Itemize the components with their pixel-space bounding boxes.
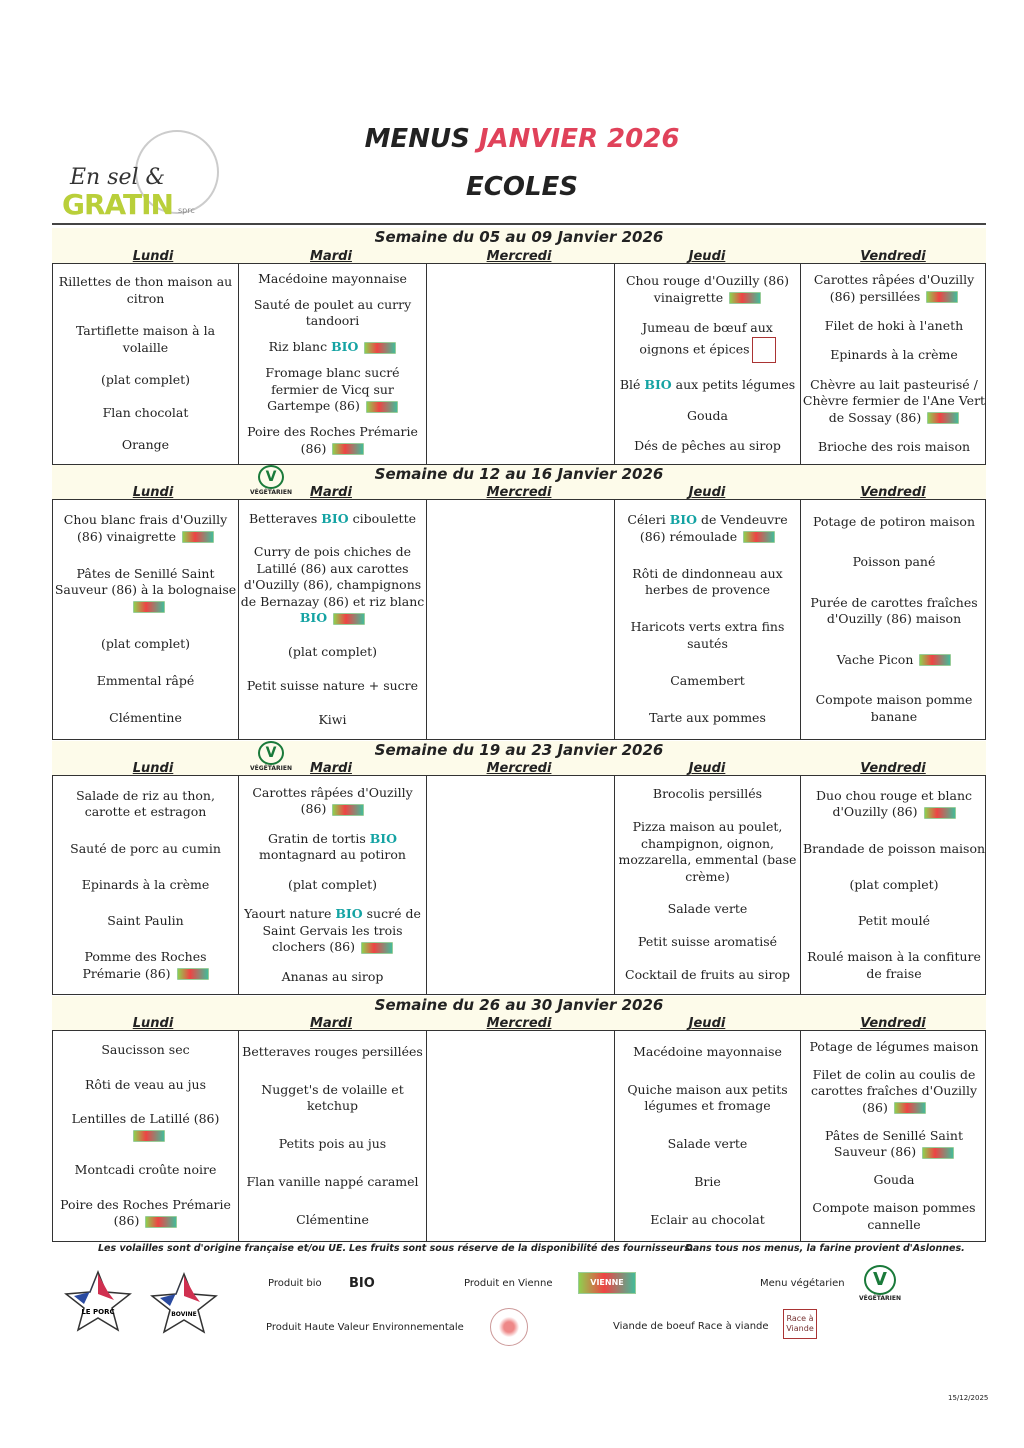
menu-table [52, 775, 986, 995]
menu-cell-mercredi [427, 264, 615, 464]
day-header-mercredi: Mercredi [486, 1016, 552, 1031]
menu-item: Brioche des rois maison [817, 439, 971, 455]
vienne-icon [729, 292, 761, 304]
vegetarian-icon: V VÉGÉTARIEN [248, 741, 294, 772]
menu-cell-vendredi [801, 500, 987, 739]
svg-text:LE PORC: LE PORC [81, 1308, 115, 1316]
porc-francais-logo [64, 1270, 132, 1332]
menu-item: Haricots verts extra fins sautés [630, 619, 785, 651]
vienne-icon [894, 1102, 926, 1114]
menu-item: Yaourt nature BIO sucré de Saint Gervais les trois clochers (86) [244, 906, 421, 955]
menu-table [52, 1030, 986, 1242]
menu-item: Compote maison pomme banane [815, 692, 973, 724]
menu-item: Camembert [670, 673, 745, 689]
menu-item: Pomme des Roches Prémarie (86) [82, 949, 207, 981]
menu-item: Brie [694, 1173, 721, 1189]
week-title: Semaine du 12 au 16 Janvier 2026 [374, 465, 664, 483]
menu-cell-jeudi [615, 776, 801, 994]
menu-item: Clémentine [296, 1211, 369, 1227]
viande-bovine-logo [150, 1272, 218, 1334]
svg-text:BOVINE: BOVINE [171, 1311, 197, 1318]
legend-race-label: Viande de boeuf Race à viande [613, 1321, 769, 1332]
vienne-icon [145, 1216, 177, 1228]
bio-mark: BIO [669, 512, 698, 528]
menu-item: Sauté de porc au cumin [70, 840, 221, 856]
menu-item: Epinards à la crème [830, 347, 958, 363]
day-header-vendredi: Vendredi [860, 1016, 926, 1031]
menu-item: Riz blanc BIO [240, 339, 425, 356]
hve-icon [490, 1308, 528, 1346]
menu-table [52, 263, 986, 465]
menu-item: Betteraves rouges persillées [242, 1043, 423, 1059]
bio-mark: BIO [369, 830, 398, 846]
vegetarian-icon: V VÉGÉTARIEN [248, 465, 294, 496]
bio-mark: BIO [644, 376, 672, 392]
menu-item: Curry de pois chiches de Latillé (86) aux carottes d'Ouzilly (86), champignons de Bernazay (86) et riz blanc BIO [240, 544, 425, 626]
menu-item: Pizza maison au poulet, champignon, oignon, mozzarella, emmental (base crème) [618, 819, 797, 884]
menu-item: Rôti de dindonneau aux herbes de provence [632, 565, 783, 598]
bio-mark: BIO [349, 1276, 375, 1291]
menu-cell-lundi [53, 264, 239, 464]
race-a-viande-icon [752, 337, 776, 363]
menu-item: Potage de légumes maison [809, 1038, 979, 1054]
menu-cell-lundi [53, 500, 239, 739]
vienne-icon [182, 531, 214, 543]
day-header-mercredi: Mercredi [486, 249, 552, 264]
menu-item: Macédoine mayonnaise [633, 1043, 782, 1059]
vienne-icon [366, 401, 398, 413]
menu-item: Saint Paulin [107, 912, 184, 928]
menu-cell-jeudi [615, 500, 801, 739]
menu-item: Eclair au chocolat [650, 1211, 765, 1227]
menu-cell-mercredi [427, 776, 615, 994]
menu-item: Roulé maison à la confiture de fraise [807, 949, 981, 981]
menu-item: Petit moulé [857, 912, 931, 928]
menu-item: Brocolis persillés [652, 786, 763, 802]
day-header-jeudi: Jeudi [688, 1016, 726, 1031]
vienne-icon [177, 968, 209, 980]
menu-item: Brandade de poisson maison [802, 840, 986, 856]
menu-item: Lentilles de Latillé (86) [54, 1111, 237, 1144]
menu-item: Ananas au sirop [281, 968, 384, 984]
vienne-icon: VIENNE [578, 1272, 636, 1294]
menu-item: Poire des Roches Prémarie (86) [60, 1196, 231, 1229]
note-farine: Dans tous nos menus, la farine provient d'Aslonnes. [685, 1243, 965, 1254]
menu-item: Poire des Roches Prémarie (86) [247, 424, 418, 456]
menu-item: (plat complet) [849, 876, 939, 892]
day-header-mardi: Mardi [310, 249, 352, 264]
menu-item: Purée de carottes fraîches d'Ouzilly (86) maison [810, 594, 978, 627]
menu-item: Blé BIO aux petits légumes [619, 376, 796, 392]
day-header-vendredi: Vendredi [860, 249, 926, 264]
bio-mark: BIO [335, 906, 363, 922]
menu-cell-vendredi [801, 264, 987, 464]
vienne-icon [333, 613, 365, 625]
week-header [52, 228, 986, 263]
menu-item: Tartiflette maison à la volaille [75, 323, 216, 355]
menu-cell-lundi [53, 1031, 239, 1241]
day-header-vendredi: Vendredi [860, 761, 926, 776]
page-title: MENUS JANVIER 2026 [364, 124, 680, 154]
vienne-icon [919, 654, 951, 666]
vienne-icon [133, 1130, 165, 1142]
menu-item: Emmental râpé [96, 673, 195, 689]
race-a-viande-icon: Race à Viande [783, 1309, 817, 1339]
menu-item: Gouda [873, 1172, 915, 1188]
menu-item: Nugget's de volaille et ketchup [261, 1081, 404, 1114]
menu-item: Dés de pêches au sirop [634, 438, 781, 454]
document-date: 15/12/2025 [948, 1394, 989, 1402]
menu-item: Pâtes de Senillé Saint Sauveur (86) [825, 1127, 963, 1160]
page-subtitle: ECOLES [466, 172, 578, 202]
vienne-icon [332, 804, 364, 816]
vienne-icon [332, 443, 364, 455]
menu-item: Tarte aux pommes [649, 710, 766, 726]
menu-cell-mardi [239, 776, 427, 994]
menu-item: Gratin de tortis BIO montagnard au potiron [259, 830, 406, 863]
menu-item: Sauté de poulet au curry tandoori [253, 296, 412, 329]
menu-item: Chèvre au lait pasteurisé / Chèvre fermier de l'Ane Vert de Sossay (86) [802, 376, 986, 425]
menu-item: Kiwi [318, 711, 347, 727]
menu-cell-mardi [239, 500, 427, 739]
menu-cell-lundi [53, 776, 239, 994]
divider [52, 223, 986, 225]
menu-item: Salade verte [667, 901, 748, 917]
menu-item: Flan chocolat [102, 404, 189, 420]
day-header-jeudi: Jeudi [688, 761, 726, 776]
menu-item: Orange [121, 437, 170, 453]
day-header-lundi: Lundi [132, 761, 174, 776]
menu-item: Petit suisse nature + sucre [246, 678, 419, 694]
bio-mark: BIO [299, 610, 328, 626]
note-fruits: Les fruits sont sous réserve de la disponibilité des fournisseurs. [349, 1243, 694, 1254]
menu-item: Chou blanc frais d'Ouzilly (86) vinaigrette [63, 512, 228, 544]
menu-item: Compote maison pommes cannelle [812, 1200, 976, 1232]
menu-cell-mardi [239, 1031, 427, 1241]
vienne-icon [922, 1147, 954, 1159]
menu-item: Potage de potiron maison [812, 513, 976, 529]
menu-item: Epinards à la crème [81, 876, 210, 892]
menu-item: Petits pois au jus [278, 1135, 387, 1151]
menu-table [52, 499, 986, 740]
menu-item: (plat complet) [287, 876, 377, 892]
legend-hve-label: Produit Haute Valeur Environnementale [266, 1322, 464, 1333]
day-header-mardi: Mardi [310, 761, 352, 776]
week-title: Semaine du 26 au 30 Janvier 2026 [374, 996, 664, 1014]
menu-item: Pâtes de Senillé Saint Sauveur (86) à la bolognaise [54, 566, 237, 616]
menu-cell-mercredi [427, 500, 615, 739]
day-header-mercredi: Mercredi [486, 485, 552, 500]
menu-item: (plat complet) [287, 644, 377, 660]
legend-vienne-label: Produit en Vienne [464, 1278, 553, 1289]
vienne-icon [926, 291, 958, 303]
menu-item: Jumeau de bœuf aux oignons et épices [616, 320, 799, 363]
day-header-lundi: Lundi [132, 1016, 174, 1031]
menu-item: Salade de riz au thon, carotte et estragon [76, 787, 215, 820]
menu-cell-vendredi [801, 1031, 987, 1241]
menu-cell-jeudi [615, 264, 801, 464]
menu-item: Fromage blanc sucré fermier de Vicq sur Gartempe (86) [265, 365, 400, 414]
menu-item: Vache Picon [802, 652, 986, 669]
menu-item: Carottes râpées d'Ouzilly (86) persillées [813, 272, 975, 304]
menu-item: Gouda [686, 407, 728, 423]
vienne-icon [361, 942, 393, 954]
menu-item: Salade verte [667, 1135, 748, 1151]
menu-cell-mercredi [427, 1031, 615, 1241]
vienne-icon [927, 412, 959, 424]
day-header-mardi: Mardi [310, 1016, 352, 1031]
week-title: Semaine du 19 au 23 Janvier 2026 [374, 741, 664, 759]
day-header-mardi: Mardi [310, 485, 352, 500]
menu-item: Saucisson sec [101, 1042, 190, 1058]
menu-item: Petit suisse aromatisé [637, 934, 778, 950]
menu-item: Chou rouge d'Ouzilly (86) vinaigrette [625, 273, 790, 305]
menu-cell-jeudi [615, 1031, 801, 1241]
week-title: Semaine du 05 au 09 Janvier 2026 [374, 228, 664, 246]
menu-cell-vendredi [801, 776, 987, 994]
menu-item: Flan vanille nappé caramel [246, 1173, 419, 1189]
menu-item: Rillettes de thon maison au citron [58, 274, 233, 306]
menu-item: Rôti de veau au jus [84, 1076, 207, 1092]
vienne-icon [133, 601, 165, 613]
day-header-jeudi: Jeudi [688, 249, 726, 264]
menu-item: Quiche maison aux petits légumes et fromage [627, 1081, 788, 1114]
menu-cell-mardi [239, 264, 427, 464]
vienne-icon [743, 531, 775, 543]
company-logo: En sel & GRATIN sprc [60, 130, 220, 225]
week-header [52, 996, 986, 1030]
menu-item: (plat complet) [100, 635, 190, 651]
menu-item: Poisson pané [852, 554, 936, 570]
day-header-jeudi: Jeudi [688, 485, 726, 500]
menu-item: Filet de hoki à l'aneth [824, 318, 964, 334]
day-header-lundi: Lundi [132, 249, 174, 264]
note-volailles: Les volailles sont d'origine française et/ou UE. [98, 1243, 347, 1254]
menu-item: Duo chou rouge et blanc d'Ouzilly (86) [816, 787, 972, 820]
vienne-icon [924, 807, 956, 819]
day-header-mercredi: Mercredi [486, 761, 552, 776]
day-header-lundi: Lundi [132, 485, 174, 500]
menu-item: Carottes râpées d'Ouzilly (86) [252, 784, 413, 817]
menu-item: Clémentine [109, 710, 182, 726]
bio-mark: BIO [331, 339, 359, 355]
vienne-icon [364, 342, 396, 354]
menu-item: Macédoine mayonnaise [258, 270, 407, 286]
menu-item: Céleri BIO de Vendeuvre (86) rémoulade [627, 512, 788, 544]
menu-item: (plat complet) [100, 372, 190, 388]
menu-item: Filet de colin au coulis de carottes fraîches d'Ouzilly (86) [810, 1066, 978, 1115]
legend-veg-label: Menu végétarien [760, 1278, 845, 1289]
menu-item: Cocktail de fruits au sirop [625, 967, 790, 983]
vegetarian-icon: V VÉGÉTARIEN [857, 1265, 903, 1302]
bio-mark: BIO [321, 510, 349, 526]
menu-item: Betteraves BIO ciboulette [248, 510, 416, 526]
day-header-vendredi: Vendredi [860, 485, 926, 500]
menu-item: Montcadi croûte noire [74, 1162, 217, 1178]
week-header [52, 465, 986, 499]
legend-bio-label: Produit bio [268, 1278, 322, 1289]
week-header [52, 741, 986, 775]
